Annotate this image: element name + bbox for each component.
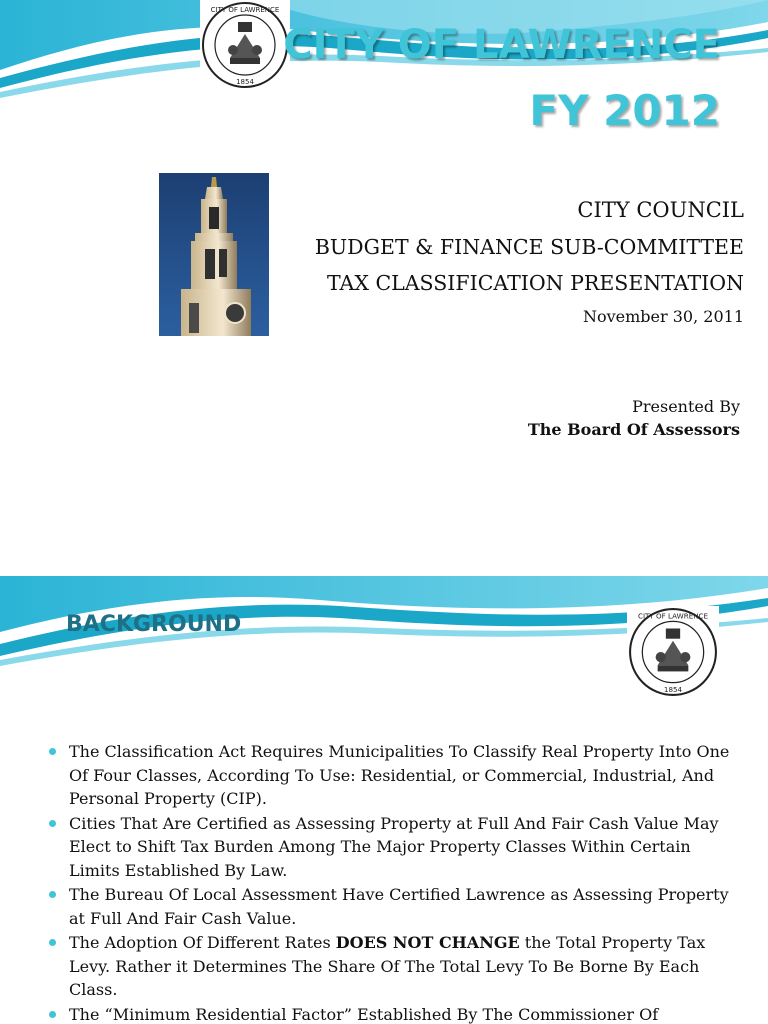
slide-title-line1: CITY OF LAWRENCE — [283, 22, 720, 68]
seal-top-text: CITY OF LAWRENCE — [637, 611, 709, 621]
bullet-text: The Bureau Of Local Assessment Have Certified Lawrence as Assessing Property at Full And Fair Cash Value. — [69, 885, 729, 928]
list-item — [46, 931, 736, 1002]
slide-title: BACKGROUND — [66, 612, 242, 637]
list-item — [46, 740, 736, 811]
city-seal-logo — [200, 0, 290, 90]
seal-year: 1854 — [236, 78, 254, 86]
list-item — [46, 812, 736, 883]
bullet-text: The Adoption Of Different Rates — [69, 933, 336, 952]
background-slide — [0, 576, 768, 1024]
bullet-dot-icon — [49, 1011, 56, 1018]
heading-budget-finance: BUDGET & FINANCE SUB-COMMITTEE — [314, 235, 744, 259]
bullet-dot-icon — [49, 748, 56, 755]
bullet-dot-icon — [49, 820, 56, 827]
seal-year: 1854 — [663, 684, 683, 694]
clock-tower-photo — [159, 173, 269, 336]
bullet-emphasis: DOES NOT CHANGE — [335, 933, 520, 952]
presented-by-label: Presented By — [632, 397, 740, 416]
bullet-text: the Total Property Tax Levy. Rather it Determines The Share Of The Total Levy To Be Borne By Each Class. — [69, 933, 706, 999]
slide-title-line2: FY 2012 — [529, 86, 720, 135]
presenter-name: The Board Of Assessors — [527, 420, 740, 439]
heading-city-council: CITY COUNCIL — [577, 198, 744, 222]
presentation-date: November 30, 2011 — [582, 307, 744, 326]
city-seal-logo — [627, 606, 719, 698]
heading-tax-classification: TAX CLASSIFICATION PRESENTATION — [326, 271, 744, 295]
bullet-list — [46, 740, 736, 1024]
bullet-text: The “Minimum Residential Factor” Established By The Commissioner Of — [69, 1004, 659, 1024]
list-item — [46, 883, 736, 930]
bullet-dot-icon — [49, 891, 56, 898]
list-item — [46, 1003, 736, 1024]
seal-top-text: CITY OF LAWRENCE — [210, 6, 280, 14]
bullet-text: The Classification Act Requires Municipalities To Classify Real Property Into One Of Four Classes, According To Use: Residential, or Commercial, Industrial, And Personal Property (CIP). — [69, 742, 730, 808]
bullet-text: Cities That Are Certified as Assessing Property at Full And Fair Cash Value May Elect to Shift Tax Burden Among The Major Property Classes Within Certain Limits Established By Law. — [69, 813, 719, 880]
bullet-dot-icon — [49, 939, 56, 946]
